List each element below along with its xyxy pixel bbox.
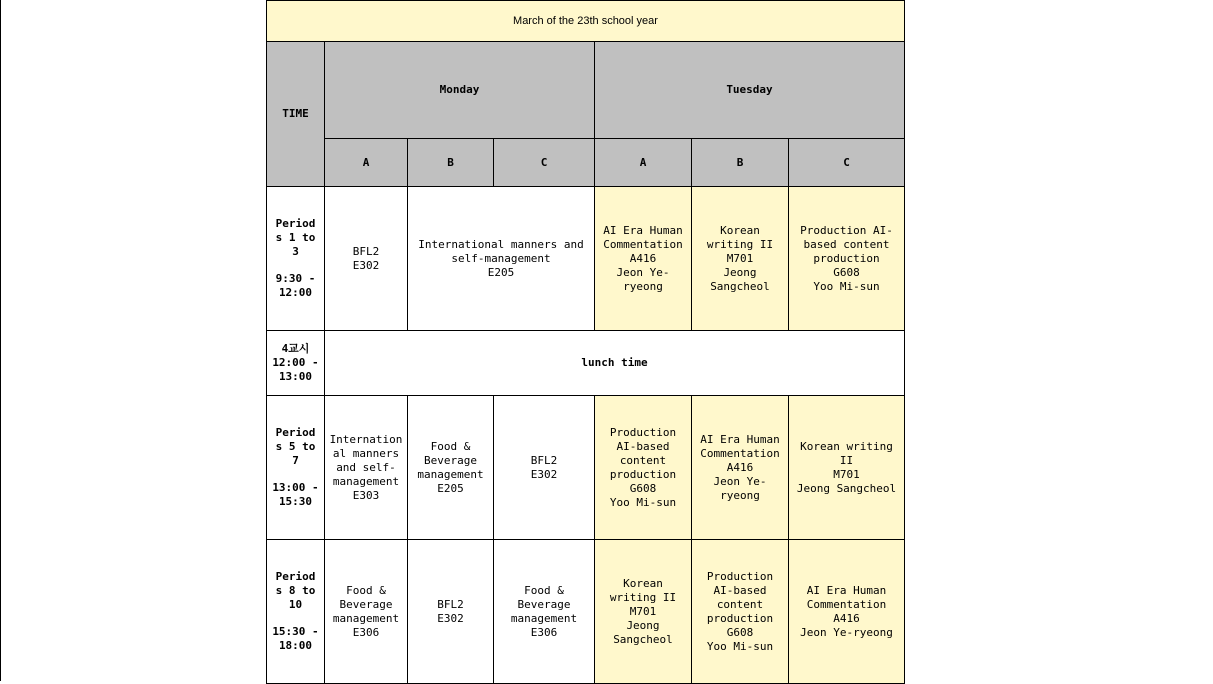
class-room: E306 xyxy=(530,625,558,639)
class-cell xyxy=(595,540,692,684)
timetable xyxy=(266,0,905,684)
window-left-border xyxy=(0,0,1,681)
class-instructor: Yoo Mi-sun xyxy=(706,639,774,653)
class-room: E302 xyxy=(530,467,558,481)
time-range: 15:30 - 18:00 xyxy=(272,625,319,652)
class-cell xyxy=(789,396,905,540)
time-cell xyxy=(267,187,325,331)
time-range: 9:30 - 12:00 xyxy=(275,272,316,299)
class-room: G608 xyxy=(629,481,657,495)
class-room: E306 xyxy=(352,625,380,639)
lunch-cell: lunch time xyxy=(325,331,905,396)
table-row xyxy=(267,187,905,331)
class-cell xyxy=(325,187,408,331)
class-room: G608 xyxy=(833,265,860,279)
class-instructor: Jeon Ye-ryeong xyxy=(800,625,893,639)
class-cell xyxy=(692,187,789,331)
class-cell xyxy=(595,187,692,331)
class-title: BFL2 xyxy=(352,244,380,258)
class-cell xyxy=(408,540,494,684)
class-room: E302 xyxy=(437,611,464,625)
class-title: Production AI-based content production xyxy=(706,569,774,625)
class-instructor: Jeon Ye-ryeong xyxy=(713,474,767,502)
class-instructor: Yoo Mi-sun xyxy=(609,495,677,509)
time-cell xyxy=(267,331,325,396)
class-room: M701 xyxy=(726,251,754,265)
class-cell xyxy=(408,396,494,540)
class-title: Production AI-based content production xyxy=(609,425,677,481)
table-row xyxy=(267,331,905,396)
day-header-monday: Monday xyxy=(325,42,595,139)
class-cell xyxy=(494,396,595,540)
time-period: Period s 8 to 10 xyxy=(275,570,316,611)
class-room: A416 xyxy=(629,251,657,265)
time-cell xyxy=(267,396,325,540)
class-title: Food & Beverage management xyxy=(417,439,484,481)
time-period: 4교시 xyxy=(281,342,310,355)
time-range: 12:00 - 13:00 xyxy=(272,356,319,383)
table-row xyxy=(267,540,905,684)
class-room: M701 xyxy=(629,604,657,618)
class-instructor: Jeong Sangcheol xyxy=(613,618,673,646)
section-header-monday-a: A xyxy=(325,139,408,187)
time-range: 13:00 - 15:30 xyxy=(272,481,319,508)
class-room: M701 xyxy=(833,467,860,481)
section-header-tuesday-a: A xyxy=(595,139,692,187)
class-title: BFL2 xyxy=(530,453,558,467)
class-cell xyxy=(494,540,595,684)
class-cell xyxy=(789,187,905,331)
time-header: TIME xyxy=(267,42,325,187)
class-cell xyxy=(692,396,789,540)
class-instructor: Jeon Ye-ryeong xyxy=(616,265,670,293)
class-title: International manners and self-management xyxy=(418,237,584,265)
time-period: Period s 1 to 3 xyxy=(275,217,316,258)
class-room: E205 xyxy=(487,265,515,279)
day-header-tuesday: Tuesday xyxy=(595,42,905,139)
class-title: BFL2 xyxy=(437,597,464,611)
section-header-monday-b: B xyxy=(408,139,494,187)
class-cell xyxy=(595,396,692,540)
class-title: International manners and self-management xyxy=(329,432,403,488)
class-instructor: Jeong Sangcheol xyxy=(796,481,897,495)
time-period: Period s 5 to 7 xyxy=(275,426,316,467)
class-room: E205 xyxy=(437,481,464,495)
class-room: A416 xyxy=(726,460,754,474)
timetable-title: March of the 23th school year xyxy=(267,1,905,42)
class-cell xyxy=(789,540,905,684)
section-header-tuesday-c: C xyxy=(789,139,905,187)
class-title: Korean writing II xyxy=(800,439,893,467)
class-title: Korean writing II xyxy=(609,576,677,604)
class-room: A416 xyxy=(833,611,860,625)
class-title: AI Era Human Commentation xyxy=(806,583,887,611)
class-title: Food & Beverage management xyxy=(332,583,400,625)
class-room: G608 xyxy=(726,625,754,639)
class-cell xyxy=(325,396,408,540)
class-cell xyxy=(692,540,789,684)
time-cell xyxy=(267,540,325,684)
class-room: E303 xyxy=(352,488,380,502)
class-title: Korean writing II xyxy=(706,223,774,251)
section-header-tuesday-b: B xyxy=(692,139,789,187)
class-cell xyxy=(325,540,408,684)
class-cell xyxy=(408,187,595,331)
table-row xyxy=(267,396,905,540)
class-title: AI Era Human Commentation xyxy=(700,432,780,460)
section-header-monday-c: C xyxy=(494,139,595,187)
class-instructor: Jeong Sangcheol xyxy=(710,265,770,293)
class-room: E302 xyxy=(352,258,380,272)
class-title: Production AI-based content production xyxy=(800,223,893,265)
class-title: Food & Beverage management xyxy=(510,583,578,625)
class-title: AI Era Human Commentation xyxy=(603,223,683,251)
class-instructor: Yoo Mi-sun xyxy=(813,279,880,293)
